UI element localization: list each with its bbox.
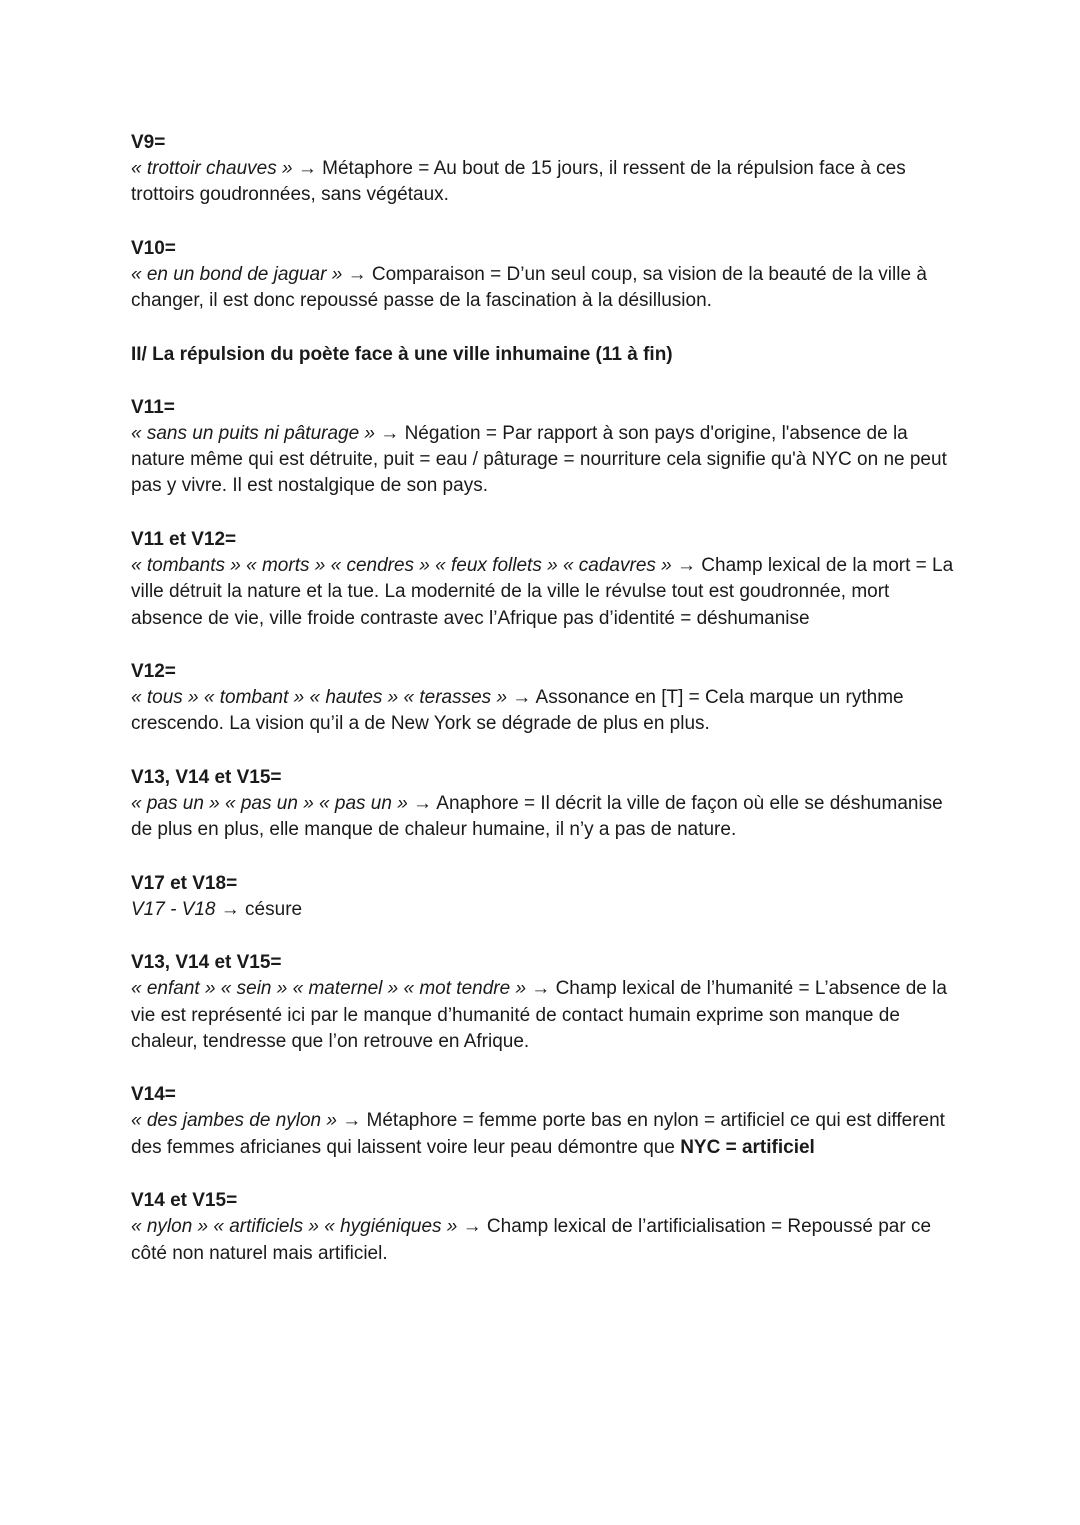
verse-heading: V14= — [131, 1084, 176, 1106]
quoted-text: « nylon » « artificiels » « hygiéniques » — [131, 1216, 458, 1238]
verse-heading: V11 et V12= — [131, 528, 237, 550]
analysis-text — [131, 262, 961, 315]
analysis-explanation: → Anaphore = Il décrit la ville de façon où elle se déshumanise de plus en plus, elle manque de chaleur humaine, il n’y a pas de nature. — [131, 792, 943, 841]
analysis-explanation: → Champ lexical de l’artificialisation = Repoussé par ce côté non naturel mais artificiel. — [131, 1216, 932, 1264]
verse-heading: V11= — [131, 396, 175, 418]
analysis-text — [131, 1108, 961, 1161]
verse-heading: V9= — [131, 132, 166, 153]
analysis-explanation: → Champ lexical de l’humanité = L’absence de la vie est représenté ici par le manque d’humanité de contact humain exprime son manque de chaleur, tendresse que l’on retrouve en Afrique. — [131, 978, 947, 1052]
quoted-text: « en un bond de jaguar » — [131, 263, 343, 285]
verse-heading: V12= — [131, 661, 176, 683]
emphasis-text: NYC = artificiel — [680, 1136, 815, 1158]
verse-heading: V17 et V18= — [131, 872, 238, 894]
note-block-v13-v14-v15 — [131, 765, 961, 844]
verse-heading: V13, V14 et V15= — [131, 766, 282, 788]
quoted-text: « tombants » « morts » « cendres » « feux follets » « cadavres » — [131, 554, 672, 576]
quoted-text: « trottoir chauves » — [131, 158, 293, 179]
analysis-text — [131, 553, 961, 632]
note-block-v11 — [131, 395, 961, 500]
note-block-v12 — [131, 659, 961, 738]
analysis-explanation: → césure — [215, 898, 303, 920]
note-block-v14-v15 — [131, 1188, 961, 1267]
note-block-v10 — [131, 236, 961, 315]
note-block-v9 — [131, 130, 961, 209]
analysis-text — [131, 421, 961, 500]
quoted-text: « tous » « tombant » « hautes » « terasses » — [131, 687, 508, 709]
note-block-v17-v18 — [131, 871, 961, 923]
analysis-explanation: → Métaphore = femme porte bas en nylon = artificiel ce qui est different des femmes africianes qui laissent voire leur peau démontre que — [131, 1110, 945, 1158]
analysis-text — [131, 685, 961, 738]
analysis-text — [131, 1214, 961, 1267]
document-page — [131, 130, 961, 1267]
analysis-explanation: → Négation = Par rapport à son pays d'origine, l'absence de la nature même qui est détruite, puit = eau / pâturage = nourriture cela signifie qu'à NYC on ne peut pas y vivre. Il est nostalgique de son pays. — [131, 422, 947, 497]
analysis-text — [131, 976, 961, 1055]
analysis-explanation: → Champ lexical de la mort = La ville détruit la nature et la tue. La modernité de la ville le révulse tout est goudronnée, mort absence de vie, ville froide contraste avec l’Afrique pas d’identité = déshumanise — [131, 554, 954, 629]
section-title: II/ La répulsion du poète face à une ville inhumaine (11 à fin) — [131, 343, 673, 365]
note-block-v11-v12 — [131, 527, 961, 632]
analysis-text — [131, 791, 961, 844]
analysis-text — [131, 156, 961, 209]
analysis-explanation: → Comparaison = D’un seul coup, sa vision de la beauté de la ville à changer, il est donc repoussé passe de la fascination à la désillusion. — [131, 263, 927, 312]
quoted-text: « pas un » « pas un » « pas un » — [131, 792, 408, 814]
verse-heading: V13, V14 et V15= — [131, 952, 282, 974]
verse-heading: V14 et V15= — [131, 1190, 238, 1212]
quoted-text: V17 - V18 — [131, 898, 216, 920]
note-block-v13-v14-v15-humanity — [131, 950, 961, 1055]
quoted-text: « sans un puits ni pâturage » — [131, 422, 376, 444]
analysis-explanation: → Métaphore = Au bout de 15 jours, il ressent de la répulsion face à ces trottoirs goudronnées, sans végétaux. — [131, 158, 906, 206]
quoted-text: « enfant » « sein » « maternel » « mot tendre » — [131, 978, 527, 1000]
analysis-explanation: → Assonance en [T] = Cela marque un rythme crescendo. La vision qu’il a de New York se dégrade de plus en plus. — [131, 687, 904, 735]
quoted-text: « des jambes de nylon » — [131, 1110, 337, 1132]
analysis-text — [131, 897, 961, 923]
verse-heading: V10= — [131, 237, 176, 259]
note-block-v14 — [131, 1082, 961, 1161]
